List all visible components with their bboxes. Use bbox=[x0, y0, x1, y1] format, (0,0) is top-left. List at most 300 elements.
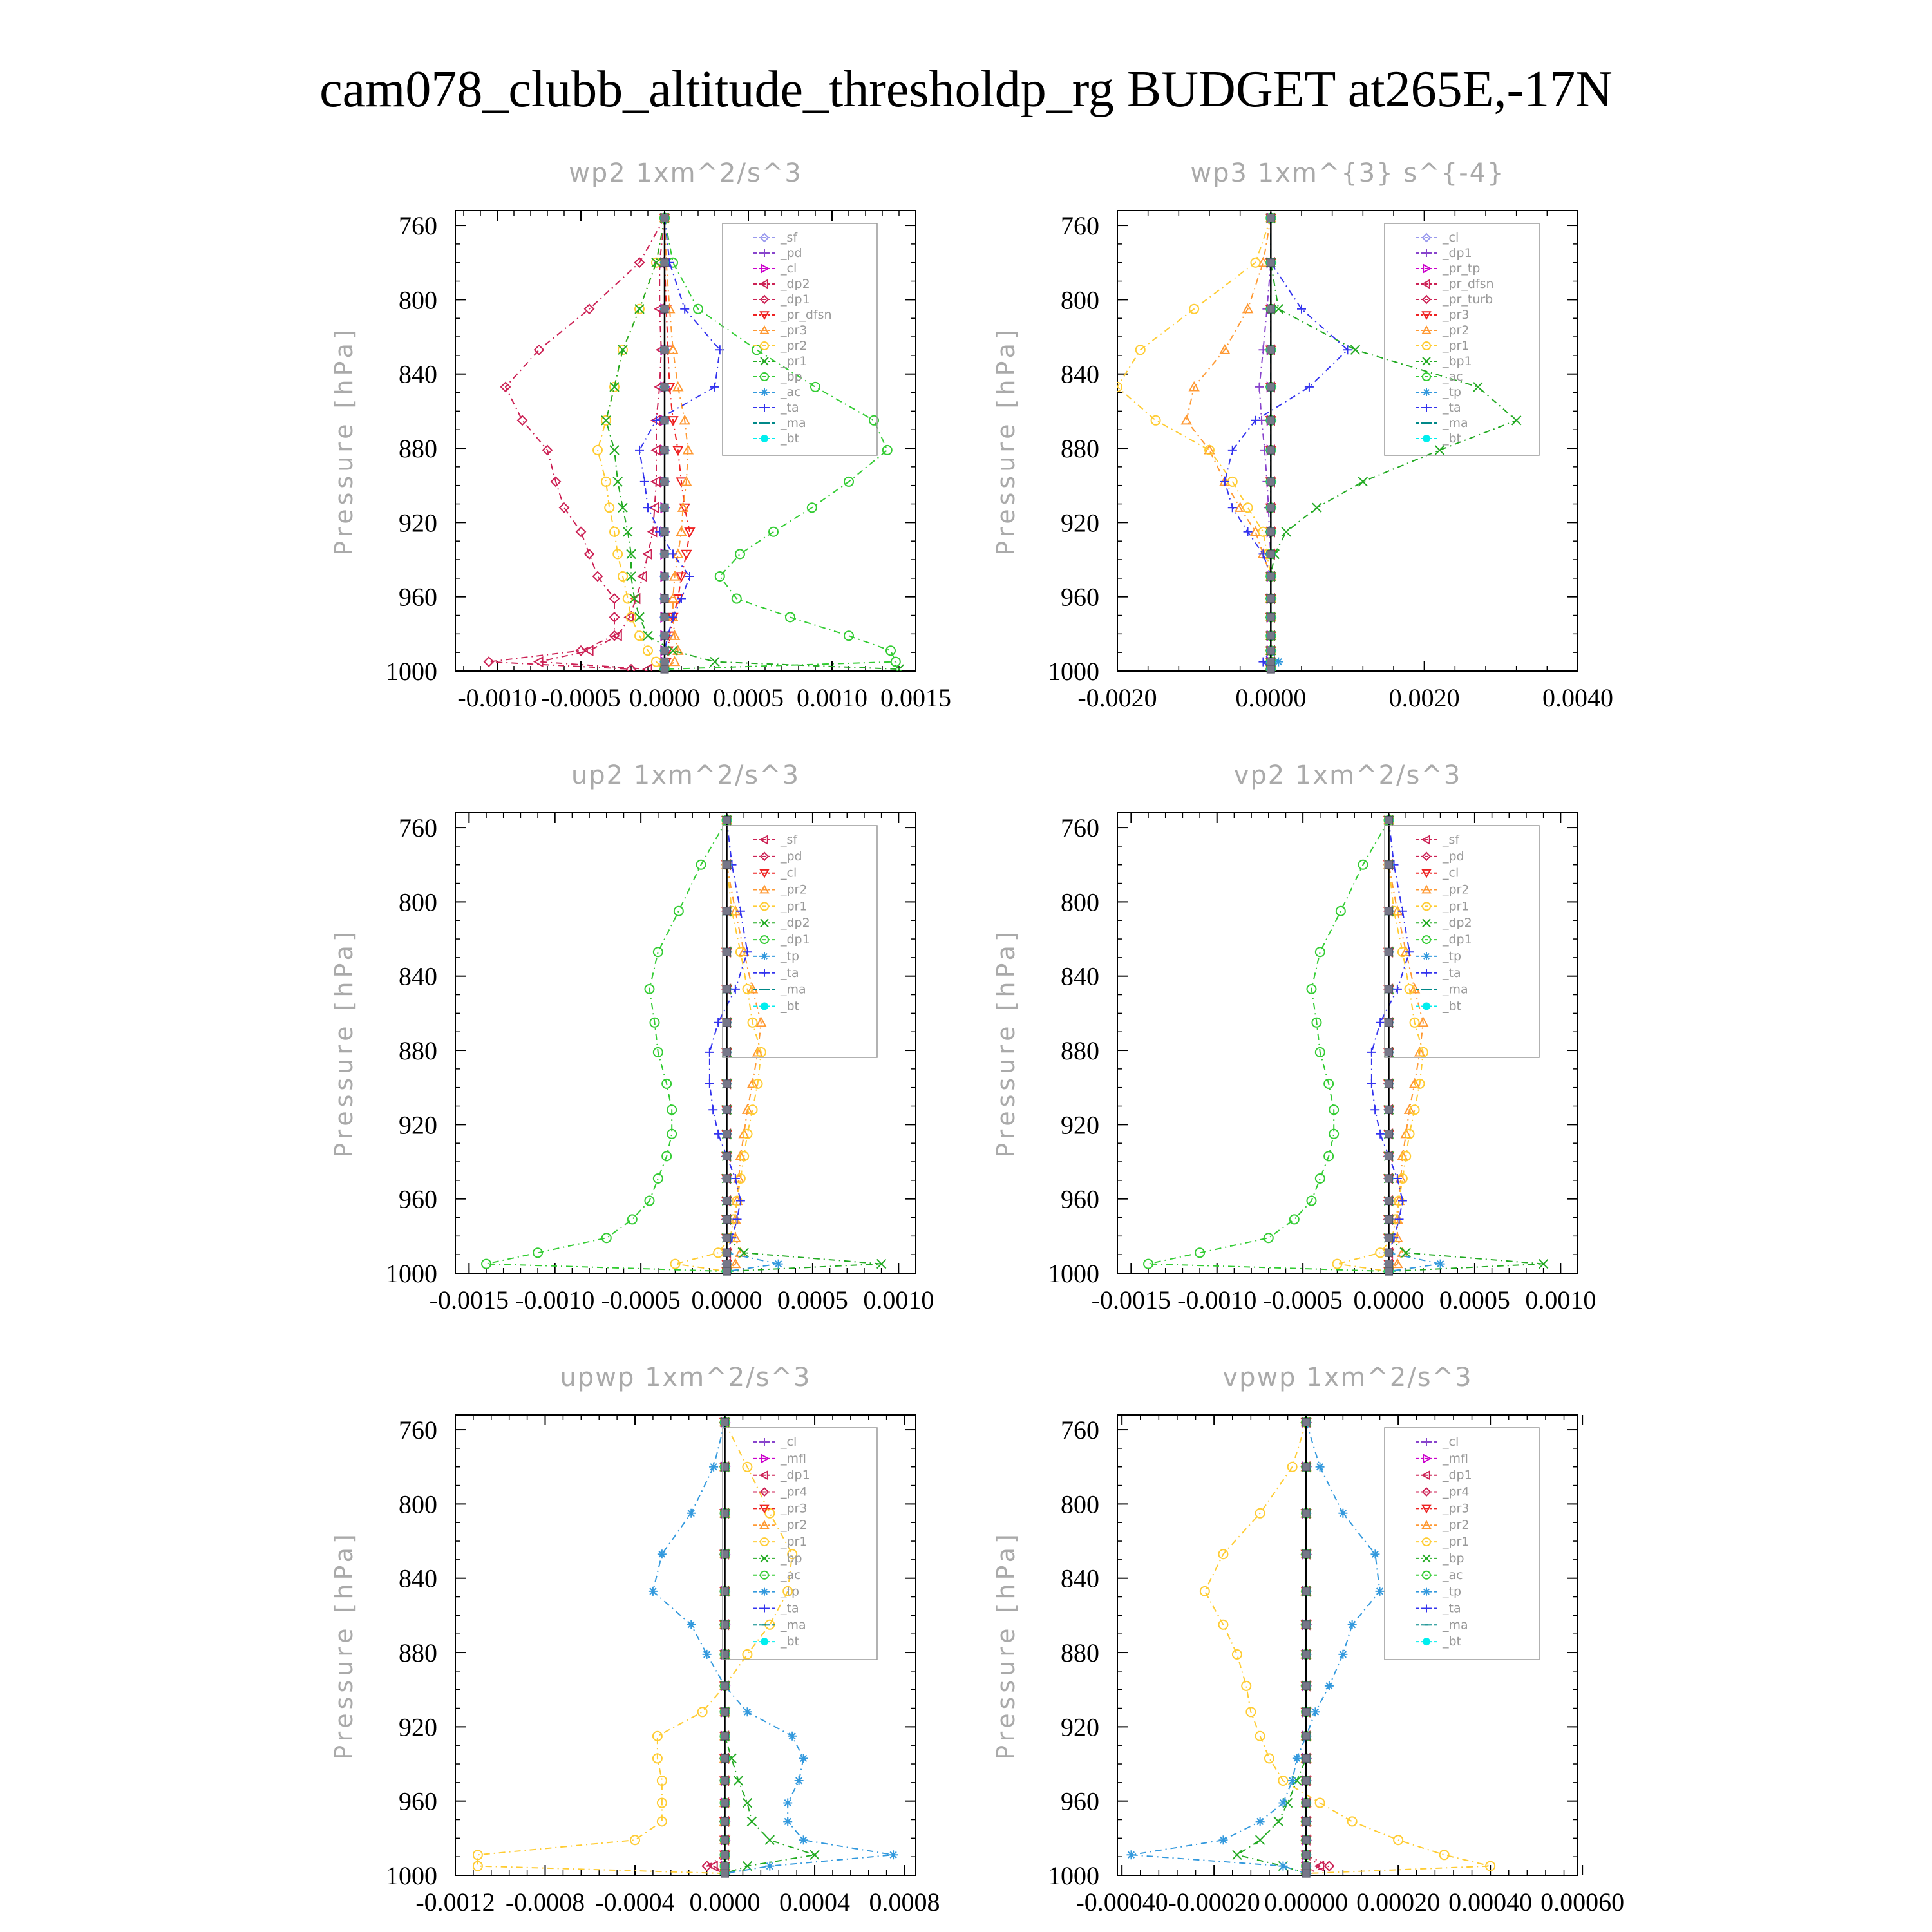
bt-marker bbox=[1302, 1510, 1310, 1517]
data-point_tp bbox=[795, 1776, 804, 1785]
y-tick-label: 800 bbox=[1061, 1490, 1099, 1519]
bt-marker bbox=[723, 1215, 731, 1223]
bt-marker bbox=[661, 383, 668, 391]
data-point_pr1 bbox=[698, 1707, 707, 1716]
data-point_pr1 bbox=[1244, 503, 1253, 512]
legend-entry: _pr2 bbox=[781, 339, 808, 353]
y-tick-label: 880 bbox=[1061, 434, 1099, 464]
data-point_tp bbox=[1348, 1620, 1357, 1629]
data-point_pr1 bbox=[635, 305, 644, 314]
bt-marker bbox=[661, 573, 668, 580]
bt-marker bbox=[1385, 1260, 1393, 1268]
legend-entry: _tp bbox=[781, 949, 800, 963]
y-axis-label: Pressure [hPa] bbox=[992, 326, 1020, 556]
x-tick-label: -0.0010 bbox=[1177, 1285, 1257, 1314]
y-tick-label: 880 bbox=[399, 1638, 437, 1668]
minor-ticks bbox=[1117, 211, 1578, 671]
bt-marker bbox=[723, 1260, 731, 1268]
x-tick-label: 0.00060 bbox=[1540, 1888, 1625, 1917]
data-point_ta bbox=[708, 1105, 717, 1114]
data-point_tp bbox=[1288, 1776, 1297, 1785]
y-tick-label: 960 bbox=[1061, 582, 1099, 612]
minor-ticks bbox=[455, 813, 916, 1273]
legend-entry: _dp1 bbox=[781, 292, 810, 307]
legend-entry: _pr3 bbox=[1443, 1501, 1470, 1516]
series-group bbox=[473, 1418, 898, 1879]
bt-marker bbox=[721, 1870, 729, 1877]
bt-marker bbox=[661, 613, 668, 621]
x-tick-label: -0.0005 bbox=[1263, 1285, 1343, 1314]
data-point_tp bbox=[1338, 1509, 1347, 1518]
y-tick-label: 880 bbox=[399, 434, 437, 464]
x-tick-label: 0.00020 bbox=[1356, 1888, 1441, 1917]
bt-marker bbox=[1267, 504, 1274, 511]
y-tick-label: 800 bbox=[399, 1490, 437, 1519]
minor-ticks bbox=[455, 1415, 916, 1875]
data-point_tp bbox=[1218, 1835, 1227, 1844]
bt-marker bbox=[721, 1708, 729, 1716]
y-tick-label: 760 bbox=[399, 1416, 437, 1445]
legend-marker bbox=[1423, 1638, 1430, 1645]
legend-entry: _pr1 bbox=[781, 1535, 808, 1549]
bt-marker bbox=[723, 1019, 731, 1027]
bt-marker bbox=[1385, 1234, 1393, 1242]
series-line_ta bbox=[1225, 218, 1348, 670]
legend-entry: _pr4 bbox=[1443, 1484, 1470, 1499]
data-point_tp bbox=[783, 1799, 792, 1808]
major-ticks bbox=[1117, 1415, 1582, 1875]
series-line_tp bbox=[727, 820, 779, 1272]
data-point_ta bbox=[1376, 1018, 1385, 1027]
bt-marker bbox=[1267, 305, 1274, 313]
bt-marker bbox=[1267, 346, 1274, 354]
legend-entry: _pr1 bbox=[1443, 899, 1470, 914]
bt-marker bbox=[661, 346, 668, 354]
y-tick-label: 760 bbox=[1061, 813, 1099, 843]
series-line_pr1 bbox=[676, 820, 761, 1272]
x-tick-label: 0.0020 bbox=[1388, 683, 1460, 712]
data-point_tp bbox=[1376, 1587, 1385, 1596]
data-point_ta bbox=[1305, 383, 1314, 392]
legend-marker bbox=[761, 952, 768, 960]
data-point_tp bbox=[1316, 1463, 1325, 1472]
y-axis-label: Pressure [hPa] bbox=[992, 1530, 1020, 1760]
legend-entry: _bp bbox=[781, 1551, 802, 1566]
y-tick-label: 960 bbox=[399, 582, 437, 612]
x-tick-label: 0.0005 bbox=[713, 683, 784, 712]
y-tick-label: 960 bbox=[399, 1184, 437, 1214]
x-tick-label: 0.0000 bbox=[1235, 683, 1307, 712]
data-point_ta bbox=[1376, 1130, 1385, 1139]
data-point_pr1 bbox=[1440, 1850, 1449, 1859]
legend bbox=[1385, 1428, 1539, 1660]
data-point_bp bbox=[811, 383, 820, 392]
bt-marker bbox=[723, 907, 731, 915]
bt-marker bbox=[721, 1862, 729, 1870]
x-tick-label: 0.0015 bbox=[880, 683, 951, 712]
legend-entry: _ta bbox=[1443, 965, 1461, 980]
data-point_pr1 bbox=[1200, 1587, 1209, 1596]
bt-marker bbox=[1385, 1267, 1393, 1275]
bt-marker bbox=[1302, 1870, 1310, 1877]
panel-title: wp3 1xm^{3} s^{-4} bbox=[1190, 158, 1505, 188]
y-tick-label: 800 bbox=[399, 887, 437, 917]
series-line_bp bbox=[1237, 1423, 1306, 1874]
y-tick-label: 920 bbox=[399, 1110, 437, 1140]
bt-marker bbox=[723, 1130, 731, 1138]
legend-marker bbox=[761, 435, 768, 442]
legend-marker bbox=[761, 249, 768, 257]
panel-title: upwp 1xm^2/s^3 bbox=[560, 1363, 811, 1392]
y-tick-label: 1000 bbox=[386, 1259, 437, 1288]
x-tick-label: -0.0012 bbox=[415, 1888, 495, 1917]
plot-frame bbox=[455, 1415, 916, 1875]
x-tick-label: -0.0010 bbox=[515, 1285, 595, 1314]
legend-entry: _tp bbox=[1443, 949, 1462, 963]
bt-marker bbox=[1385, 948, 1393, 956]
bt-marker bbox=[723, 1197, 731, 1205]
legend-entry: _ac bbox=[1443, 370, 1463, 384]
data-point_ta bbox=[1297, 305, 1306, 314]
data-point_tp bbox=[703, 1650, 712, 1659]
series-line_dp1 bbox=[486, 820, 727, 1272]
legend-entry: _pr2 bbox=[781, 1518, 808, 1533]
major-ticks bbox=[455, 1415, 916, 1875]
data-point_tp bbox=[1325, 1681, 1334, 1690]
bt-marker bbox=[723, 1048, 731, 1056]
legend-entry: _ta bbox=[781, 1601, 799, 1616]
y-tick-label: 840 bbox=[1061, 961, 1099, 991]
bt-marker bbox=[661, 665, 668, 673]
minor-ticks bbox=[1117, 813, 1578, 1273]
data-point_ta bbox=[1393, 985, 1402, 994]
data-point_pr1 bbox=[613, 477, 622, 486]
data-point_dp1 bbox=[560, 503, 569, 512]
bt-marker bbox=[721, 1836, 729, 1844]
y-tick-label: 880 bbox=[1061, 1638, 1099, 1668]
series-line_pr1 bbox=[1338, 820, 1423, 1272]
legend-marker bbox=[1423, 1555, 1430, 1562]
y-tick-label: 920 bbox=[399, 1712, 437, 1742]
data-point_dp1 bbox=[518, 416, 527, 425]
bt-marker bbox=[721, 1754, 729, 1762]
bt-marker bbox=[721, 1799, 729, 1807]
x-tick-label: -0.0015 bbox=[429, 1285, 509, 1314]
legend-entry: _ac bbox=[781, 1567, 801, 1582]
legend-entry: _dp1 bbox=[1443, 933, 1472, 947]
legend-entry: _ta bbox=[1443, 1601, 1461, 1616]
x-tick-label: 0.0010 bbox=[1525, 1285, 1596, 1314]
x-tick-label: -0.0008 bbox=[505, 1888, 585, 1917]
x-tick-label: -0.0020 bbox=[1077, 683, 1157, 712]
legend-entry: _pr4 bbox=[781, 1484, 808, 1499]
plot-frame bbox=[455, 813, 916, 1273]
bt-marker bbox=[661, 305, 668, 313]
series-line_tp bbox=[653, 1423, 893, 1874]
chart-panel-6 bbox=[992, 1363, 1624, 1917]
data-point_pr1 bbox=[610, 383, 619, 392]
chart-panels bbox=[330, 158, 1624, 1917]
data-point_bp1 bbox=[1350, 345, 1359, 354]
y-tick-label: 760 bbox=[399, 813, 437, 843]
legend-entry: _pr2 bbox=[1443, 882, 1470, 897]
data-point_pr1 bbox=[1265, 1754, 1274, 1763]
y-tick-label: 1000 bbox=[1048, 657, 1099, 686]
legend-entry: _sf bbox=[781, 231, 798, 245]
bt-marker bbox=[1267, 214, 1274, 222]
series-group bbox=[1126, 1418, 1495, 1879]
y-tick-label: 960 bbox=[1061, 1184, 1099, 1214]
bt-marker bbox=[723, 817, 731, 824]
bt-marker bbox=[1302, 1754, 1310, 1762]
legend-marker bbox=[761, 1555, 768, 1562]
x-tick-label: 0.0000 bbox=[691, 1285, 762, 1314]
bt-marker bbox=[1385, 861, 1393, 869]
legend-entry: _ma bbox=[781, 416, 806, 430]
data-point_bp bbox=[735, 549, 744, 558]
data-point_tp bbox=[1278, 1862, 1287, 1871]
bt-marker bbox=[1267, 613, 1274, 621]
data-point_tp bbox=[774, 1260, 783, 1269]
panel-title: wp2 1xm^2/s^3 bbox=[569, 158, 802, 188]
legend-entry: _ac bbox=[781, 385, 801, 399]
legend-entry: _pr_dfsn bbox=[781, 308, 832, 322]
bt-marker bbox=[723, 1080, 731, 1088]
series-line_dp1 bbox=[1148, 820, 1389, 1272]
bt-marker bbox=[661, 214, 668, 222]
data-point_dp1 bbox=[1290, 1215, 1299, 1224]
legend-entry: _ta bbox=[1443, 401, 1461, 415]
x-tick-label: -0.0015 bbox=[1091, 1285, 1171, 1314]
data-point_tp bbox=[889, 1850, 898, 1859]
y-tick-label: 840 bbox=[1061, 359, 1099, 389]
bt-marker bbox=[661, 550, 668, 558]
bt-marker bbox=[1302, 1851, 1310, 1859]
legend-entry: _dp2 bbox=[781, 916, 810, 931]
y-axis-label: Pressure [hPa] bbox=[992, 928, 1020, 1158]
y-tick-label: 960 bbox=[399, 1786, 437, 1816]
data-point_bp bbox=[1256, 1835, 1265, 1844]
data-point_pr1 bbox=[1348, 1817, 1357, 1826]
data-point_ta bbox=[643, 503, 652, 512]
data-point_dp1 bbox=[602, 1233, 611, 1242]
bt-marker bbox=[1385, 1106, 1393, 1113]
data-point_bp1 bbox=[1282, 527, 1291, 536]
legend bbox=[723, 223, 877, 455]
bt-marker bbox=[723, 1234, 731, 1242]
data-point_tp bbox=[799, 1835, 808, 1844]
data-point_pr1 bbox=[743, 1650, 752, 1659]
legend-entry: _pr_dfsn bbox=[1443, 277, 1494, 291]
major-ticks bbox=[455, 211, 916, 671]
data-point_pr1 bbox=[1233, 1650, 1242, 1659]
major-ticks bbox=[1117, 211, 1578, 671]
legend-entry: _sf bbox=[1443, 833, 1460, 847]
y-tick-label: 840 bbox=[399, 961, 437, 991]
bt-marker bbox=[1302, 1587, 1310, 1595]
legend-entry: _cl bbox=[781, 261, 797, 276]
series-line_ta bbox=[639, 218, 720, 670]
data-point_dp1 bbox=[628, 1215, 637, 1224]
legend-marker bbox=[1423, 388, 1430, 396]
data-point_bp bbox=[883, 446, 892, 455]
legend-entry: _cl bbox=[781, 866, 797, 880]
data-point_tp bbox=[709, 1463, 718, 1472]
legend-marker bbox=[761, 969, 768, 977]
x-tick-label: 0.0040 bbox=[1542, 683, 1613, 712]
bt-marker bbox=[1385, 1080, 1393, 1088]
bt-marker bbox=[1385, 1175, 1393, 1182]
legend-entry: _bp bbox=[1443, 1551, 1464, 1566]
bt-marker bbox=[721, 1682, 729, 1690]
bt-marker bbox=[1302, 1651, 1310, 1658]
legend-marker bbox=[1423, 435, 1430, 442]
bt-marker bbox=[1302, 1463, 1310, 1471]
data-point_pr3 bbox=[670, 658, 679, 666]
bt-marker bbox=[661, 595, 668, 603]
bt-marker bbox=[1267, 595, 1274, 603]
data-point_tp bbox=[743, 1707, 752, 1716]
y-tick-label: 920 bbox=[1061, 1110, 1099, 1140]
bt-marker bbox=[661, 259, 668, 267]
legend bbox=[723, 826, 877, 1057]
data-point_tp bbox=[1338, 1650, 1347, 1659]
figure-title: cam078_clubb_altitude_thresholdp_rg BUDGET at265E,-17N bbox=[319, 61, 1613, 118]
y-tick-label: 920 bbox=[1061, 1712, 1099, 1742]
series-group bbox=[484, 214, 904, 674]
legend-marker bbox=[1423, 1438, 1430, 1446]
major-ticks bbox=[1117, 813, 1578, 1273]
legend-entry: _pr2 bbox=[781, 882, 808, 897]
y-tick-label: 960 bbox=[1061, 1786, 1099, 1816]
data-point_bp bbox=[743, 1799, 752, 1808]
x-tick-label: -0.0005 bbox=[601, 1285, 681, 1314]
legend-entry: _dp2 bbox=[781, 277, 810, 291]
y-tick-label: 1000 bbox=[386, 1861, 437, 1890]
series-line_pr2 bbox=[1186, 218, 1271, 670]
x-tick-label: 0.0000 bbox=[629, 683, 700, 712]
bt-marker bbox=[723, 1267, 731, 1275]
y-tick-label: 760 bbox=[1061, 211, 1099, 241]
bt-marker bbox=[1385, 907, 1393, 915]
legend-entry: _bt bbox=[1443, 999, 1462, 1014]
data-point_tp bbox=[1311, 1707, 1320, 1716]
bt-marker bbox=[1385, 1152, 1393, 1160]
y-axis-label: Pressure [hPa] bbox=[330, 1530, 358, 1760]
data-point_pr1 bbox=[635, 612, 644, 621]
legend-entry: _ma bbox=[1443, 982, 1468, 997]
x-tick-label: 0.0005 bbox=[777, 1285, 848, 1314]
legend-entry: _mfl bbox=[781, 1451, 806, 1466]
legend-entry: _pr3 bbox=[1443, 308, 1470, 322]
data-point_tp bbox=[687, 1620, 696, 1629]
legend-marker bbox=[761, 1438, 768, 1446]
data-point_ta bbox=[635, 446, 644, 455]
data-point_bp bbox=[765, 1835, 774, 1844]
y-tick-label: 880 bbox=[399, 1036, 437, 1066]
bt-marker bbox=[721, 1817, 729, 1825]
data-point_bp bbox=[747, 1817, 756, 1826]
bt-marker bbox=[723, 1106, 731, 1113]
data-point_tp bbox=[1370, 1549, 1379, 1558]
legend-entry: _pr1 bbox=[781, 354, 808, 368]
plot-frame bbox=[455, 211, 916, 671]
data-point_bp bbox=[1274, 1817, 1283, 1826]
series-line_pr2 bbox=[1389, 820, 1423, 1272]
minor-ticks bbox=[1117, 1415, 1578, 1875]
bt-marker bbox=[1302, 1799, 1310, 1807]
panel-title: vpwp 1xm^2/s^3 bbox=[1222, 1363, 1473, 1392]
legend-entry: _dp1 bbox=[1443, 1468, 1472, 1482]
y-tick-label: 1000 bbox=[1048, 1861, 1099, 1890]
legend-marker bbox=[761, 404, 768, 412]
legend-marker bbox=[1423, 952, 1430, 960]
major-ticks bbox=[455, 813, 916, 1273]
legend-entry: _cl bbox=[1443, 866, 1459, 880]
legend-marker bbox=[1423, 1002, 1430, 1010]
data-point_bp bbox=[886, 646, 895, 655]
y-tick-label: 760 bbox=[1061, 1416, 1099, 1445]
y-tick-label: 1000 bbox=[1048, 1259, 1099, 1288]
bt-marker bbox=[661, 658, 668, 666]
data-point_tp bbox=[649, 1587, 658, 1596]
legend-entry: _mfl bbox=[1443, 1451, 1468, 1466]
data-point_pr1 bbox=[630, 1835, 639, 1844]
series-line_tp bbox=[1132, 1423, 1380, 1874]
data-point_bp1 bbox=[1358, 477, 1367, 486]
chart-panel-1 bbox=[330, 158, 951, 712]
legend-entry: _cl bbox=[1443, 1435, 1459, 1449]
bt-marker bbox=[723, 1152, 731, 1160]
bt-marker bbox=[1302, 1550, 1310, 1558]
bt-marker bbox=[1267, 550, 1274, 558]
y-tick-label: 1000 bbox=[386, 657, 437, 686]
y-tick-label: 880 bbox=[1061, 1036, 1099, 1066]
bt-marker bbox=[1385, 985, 1393, 993]
plot-frame bbox=[1117, 1415, 1578, 1875]
bt-marker bbox=[661, 647, 668, 654]
bt-marker bbox=[723, 1175, 731, 1182]
legend-entry: _pr1 bbox=[781, 899, 808, 914]
data-point_bp bbox=[715, 572, 724, 581]
legend-entry: _pd bbox=[781, 246, 802, 260]
series-line_pr2 bbox=[727, 820, 761, 1272]
data-point_ta bbox=[1367, 1048, 1376, 1057]
y-tick-label: 800 bbox=[399, 285, 437, 315]
legend-marker bbox=[761, 1638, 768, 1645]
bt-marker bbox=[1267, 259, 1274, 267]
y-tick-label: 840 bbox=[399, 359, 437, 389]
data-point_dp1 bbox=[654, 947, 663, 956]
x-tick-label: 0.00040 bbox=[1448, 1888, 1533, 1917]
bt-marker bbox=[1267, 632, 1274, 639]
y-tick-label: 840 bbox=[399, 1564, 437, 1593]
data-point_pr2 bbox=[1182, 416, 1191, 424]
legend-entry: _pr2 bbox=[1443, 323, 1470, 337]
bt-marker bbox=[1267, 383, 1274, 391]
bt-marker bbox=[1302, 1621, 1310, 1629]
y-tick-label: 920 bbox=[399, 508, 437, 538]
data-point_tp bbox=[658, 1549, 667, 1558]
legend-entry: _ma bbox=[1443, 416, 1468, 430]
data-point_tp bbox=[1293, 1754, 1302, 1763]
data-point_pr1 bbox=[1242, 1681, 1251, 1690]
legend-entry: _pd bbox=[781, 849, 802, 864]
data-point_dp1 bbox=[1336, 907, 1345, 916]
bt-marker bbox=[1385, 1048, 1393, 1056]
legend-entry: _ac bbox=[1443, 1567, 1463, 1582]
legend-marker bbox=[761, 1002, 768, 1010]
